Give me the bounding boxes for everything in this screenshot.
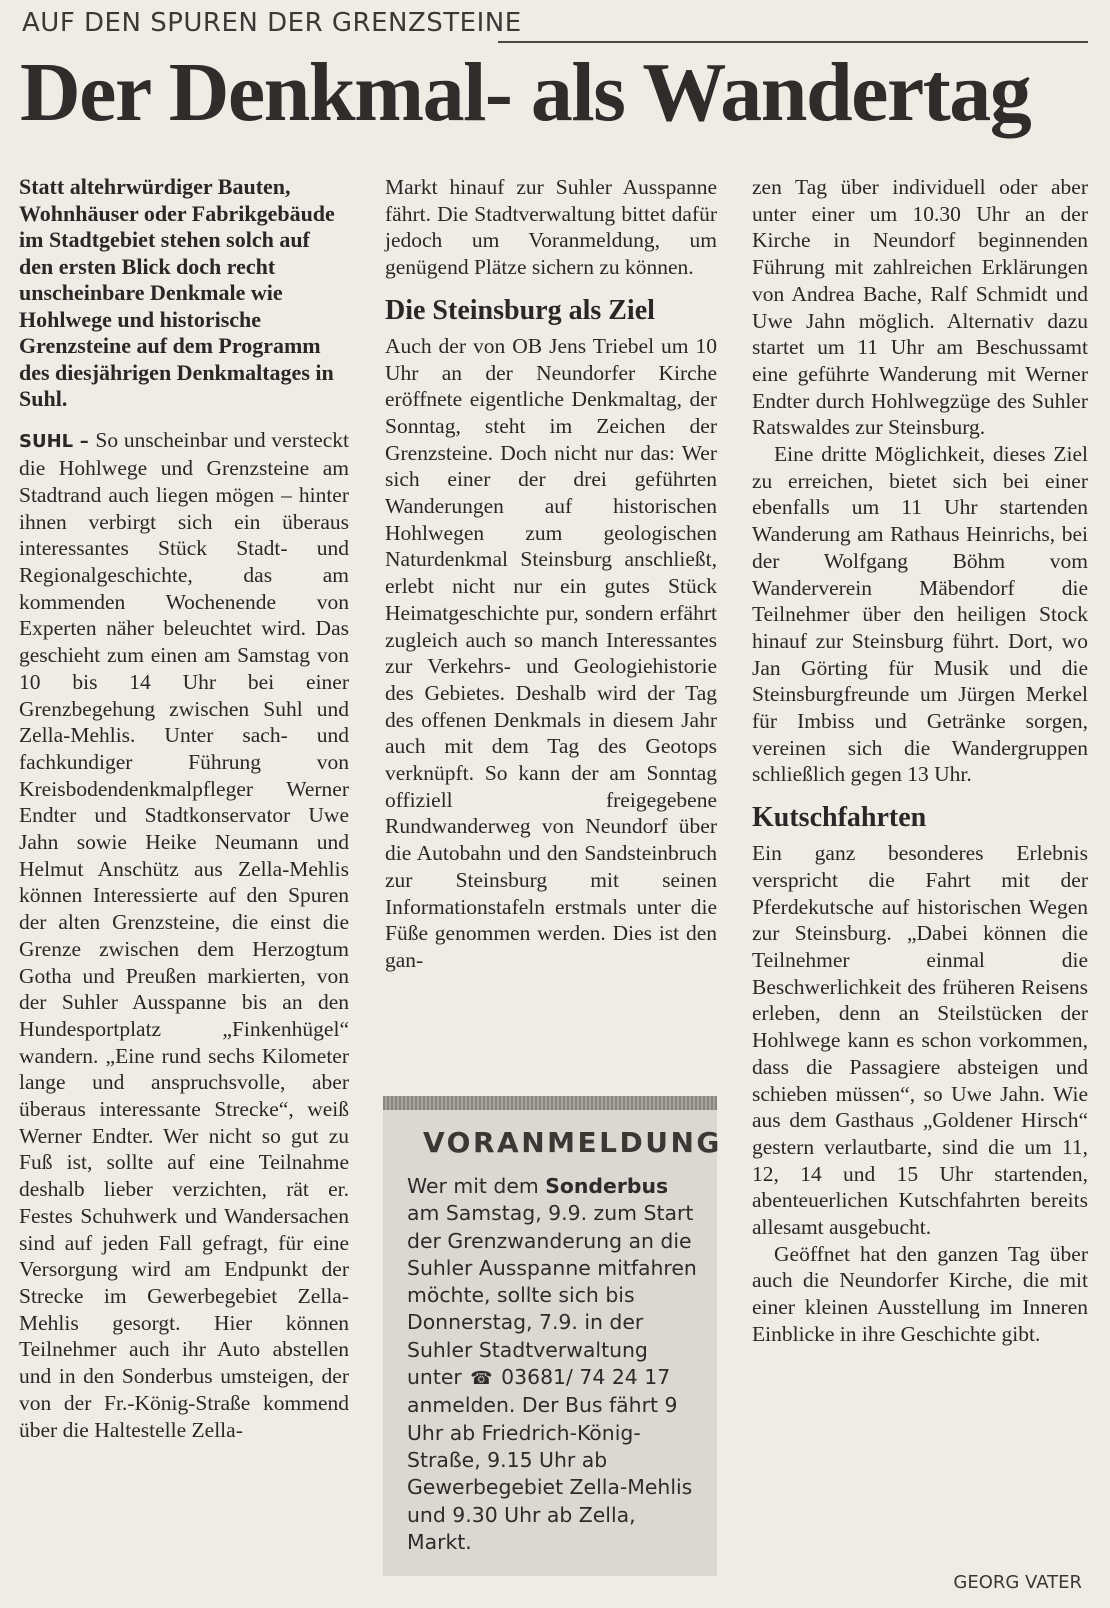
column-1 [19,174,349,1443]
dateline: SUHL – [19,430,96,452]
body-paragraph: zen Tag über individuell oder aber unter einer um 10.30 Uhr an der Kirche in Neundorf beginnenden Führung mit zahlreichen Erklärungen von Andrea Bache, Ralf Schmidt und Uwe Jahn möglich. Alternativ dazu startet um 11 Uhr am Beschussamt eine geführte Wanderung mit Werner Endter durch Hohlwegzüge des Suhler Ratswaldes zur Steinsburg. [752,175,1088,440]
body-paragraph: Markt hinauf zur Suhler Ausspanne fährt. Die Stadtverwaltung bittet dafür jedoch um Voranmeldung, um genügend Plätze sichern zu können. [385,175,717,280]
info-box-title: VORANMELDUNG [423,1126,722,1159]
subheading: Die Steinsburg als Ziel [385,294,655,326]
info-box [383,1096,722,1576]
info-text: am Samstag, 9.9. zum Start der Grenzwanderung an die Suhler Ausspanne mitfahren möchte, sollte sich bis Donnerstag, 7.9. in der Suhler Stadtverwaltung unter [407,1201,697,1390]
subheading: Kutschfahrten [752,802,927,834]
body-paragraph [19,427,349,1444]
headline: Der Denkmal- als Wandertag [20,46,1031,139]
body-paragraph: Ein ganz besonderes Erlebnis verspricht die Fahrt mit der Pferdekutsche auf historischen Wegen zur Steinsburg. „Dabei können die Teilnehmer einmal die Beschwerlichkeit des früheren Reisens erleben, denn an Steilstücken der Hohlwege kann es schon vorkommen, dass die Passagiere absteigen und schieben müssen“, so Uwe Jahn. Wie aus dem Gasthaus „Goldener Hirsch“ gestern verlautbarte, sind die um 11, 12, 14 und 15 Uhr startenden, abenteuerlichen Kutschfahrten bereits allesamt ausgebucht. [752,841,1088,1240]
column-3 [752,174,1088,1348]
info-text: Wer mit dem [407,1174,546,1198]
body-paragraph: Geöffnet hat den ganzen Tag über auch die Neundorfer Kirche, die mit einer kleinen Ausstellung im Inneren Einblicke in ihre Geschichte gibt. [752,1241,1088,1346]
kicker: AUF DEN SPUREN DER GRENZSTEINE [22,8,522,38]
kicker-rule [498,41,1088,43]
info-text: 03681/ 74 24 17 anmelden. Der Bus fährt 9 Uhr ab Friedrich-König-Straße, 9.15 Uhr ab Gewerbegebiet Zella-Mehlis und 9.30 Uhr ab Zella, Markt. [407,1365,693,1554]
body-paragraph: Eine dritte Möglichkeit, dieses Ziel zu erreichen, bietet sich bei einer ebenfalls um 11 Uhr startenden Wanderung am Rathaus Heinrichs, bei der Wolfgang Böhm vom Wanderverein Mäbendorf die Teilnehmer über den heiligen Stock hinauf zur Steinsburg führt. Dort, wo Jan Görting für Musik und die Steinsburgfreunde um Jürgen Merkel für Imbiss und Getränke sorgen, vereinen sich die Wandergruppen schließlich gegen 13 Uhr. [752,442,1088,787]
body-text: So unscheinbar und versteckt die Hohlwege und Grenzsteine am Stadtrand auch liegen mögen – hinter ihnen verbirgt sich ein überaus interessantes Stück Stadt- und Regionalgeschichte, das am kommenden Wochenende von Experten näher beleuchtet wird. Das geschieht zum einen am Samstag von 10 bis 14 Uhr bei einer Grenzbegehung zwischen Suhl und Zella-Mehlis. Unter sach- und fachkundiger Führung von Kreisbodendenkmalpfleger Werner Endter und Stadtkonservator Uwe Jahn sowie Heike Neumann und Helmut Anschütz aus Zella-Mehlis können Interessierte auf den Spuren der alten Grenzsteine, die einst die Grenze zwischen dem Herzogtum Gotha und Preußen markierten, von der Suhler Ausspanne bis an den Hundesportplatz „Finkenhügel“ wandern. „Eine rund sechs Kilometer lange und anspruchsvolle, aber überaus interessante Strecke“, weiß Werner Endter. Wer nicht so gut zu Fuß ist, sollte auf eine Teilnahme deshalb lieber verzichten, rät er. Festes Schuhwerk und Wandersachen sind auf jeden Fall gefragt, für eine Versorgung wird am Endpunkt der Strecke im Gewerbegebiet Zella-Mehlis gesorgt. Hier können Teilnehmer auch ihr Auto abstellen und in den Sonderbus umsteigen, der von der Fr.-König-Straße kommend über die Haltestelle Zella- [19,427,350,1442]
info-box-text [407,1173,701,1556]
phone-icon: ☎ [470,1368,493,1390]
author-byline: GEORG VATER [953,1572,1082,1593]
info-box-bar [383,1096,717,1110]
column-2 [385,174,717,974]
info-text-bold: Sonderbus [545,1174,669,1198]
lead-paragraph: Statt altehrwürdiger Bauten, Wohnhäuser oder Fabrikgebäude im Stadtgebiet stehen solch auf den ersten Blick doch recht unscheinbare Denkmale wie Hohlwege und historische Grenzsteine auf dem Programm des diesjährigen Denkmaltages in Suhl. [19,174,335,411]
body-paragraph: Auch der von OB Jens Triebel um 10 Uhr an der Neundorfer Kirche eröffnete eigentliche Denkmaltag, der Sonntag, steht im Zeichen der Grenzsteine. Doch nicht nur das: Wer sich einer der drei geführten Wanderungen auf historischen Hohlwegen zum geologischen Naturdenkmal Steinsburg anschließt, erlebt nicht nur ein gutes Stück Heimatgeschichte pur, sondern erfährt zugleich auch so manch Interessantes zur Verkehrs- und Geologiehistorie des Gebietes. Deshalb wird der Tag des offenen Denkmals in diesem Jahr auch mit dem Tag des Geotops verknüpft. So kann der am Sonntag offiziell freigegebene Rundwanderweg von Neundorf über die Autobahn und den Sandsteinbruch zur Steinsburg mit seinen Informationstafeln erstmals unter die Füße genommen werden. Dies ist den gan- [385,333,717,972]
